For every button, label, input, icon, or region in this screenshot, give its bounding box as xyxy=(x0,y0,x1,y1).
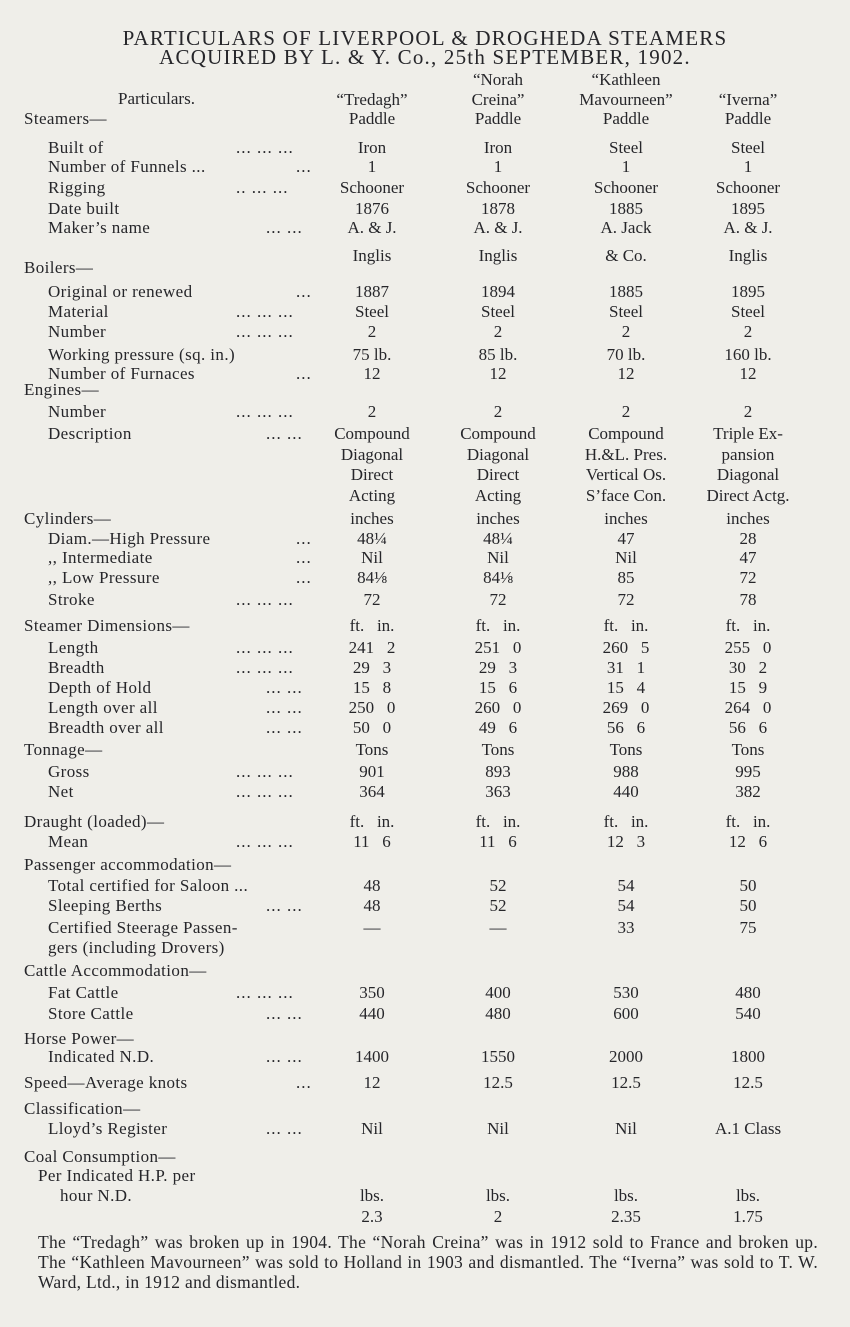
cell-coal-val-1: 2.3 xyxy=(361,1207,383,1226)
row-label-original: Original or renewed xyxy=(48,282,193,301)
row-leader-dots: ... xyxy=(296,364,312,383)
cell-length-all-3: 269 0 xyxy=(602,698,650,717)
row-leader-dots: ... ... xyxy=(266,896,303,915)
cell-built-of-1: Iron xyxy=(357,138,387,157)
cell-depth-3: 15 4 xyxy=(606,678,646,697)
row-label-length-all: Length over all xyxy=(48,698,158,717)
cell-speed-2: 12.5 xyxy=(483,1073,513,1092)
cell-breadth-all-1: 50 0 xyxy=(352,718,392,737)
cell-diam-high-1: 48¼ xyxy=(357,529,387,548)
cell-built-of-2: Iron xyxy=(483,138,513,157)
cell-lloyds-2: Nil xyxy=(487,1119,509,1138)
cell-length-all-1: 250 0 xyxy=(348,698,396,717)
cell-mean-2: 11 6 xyxy=(479,832,517,851)
cell-length-4: 255 0 xyxy=(724,638,772,657)
row-label-mean: Mean xyxy=(48,832,89,851)
row-leader-dots: ... ... ... xyxy=(236,983,294,1002)
cell-rigging-1: Schooner xyxy=(339,178,405,197)
cell-number-3: 2 xyxy=(621,322,631,341)
cell-description-2-3: H.&L. Pres. xyxy=(584,445,668,464)
cell-date-built-3: 1885 xyxy=(609,199,643,218)
particulars-heading: Particulars. xyxy=(118,89,195,108)
cell-maker-4: A. & J. xyxy=(723,218,773,237)
cell-date-built-1: 1876 xyxy=(355,199,389,218)
row-leader-dots: ... ... ... xyxy=(236,138,294,157)
cell-indicated-4: 1800 xyxy=(731,1047,765,1066)
cell-diam-int-4: 47 xyxy=(739,548,757,567)
cell-description-2-2: Diagonal xyxy=(466,445,530,464)
cell-length-1: 241 2 xyxy=(348,638,396,657)
cell-depth-1: 15 8 xyxy=(352,678,392,697)
cell-diam-int-2: Nil xyxy=(487,548,509,567)
cell-description-4: Triple Ex- xyxy=(713,424,783,443)
row-label-hour: hour N.D. xyxy=(60,1186,133,1205)
cell-description-3-4: Diagonal xyxy=(716,465,780,484)
row-label-coal: Coal Consumption— xyxy=(24,1147,176,1166)
cell-fat-cattle-3: 530 xyxy=(613,983,639,1002)
row-leader-dots: ... ... ... xyxy=(236,762,294,781)
cell-date-built-2: 1878 xyxy=(481,199,515,218)
row-label-indicated: Indicated N.D. xyxy=(48,1047,155,1066)
cell-berths-1: 48 xyxy=(363,896,381,915)
cell-pressure-4: 160 lb. xyxy=(724,345,772,364)
row-label-maker: Maker’s name xyxy=(48,218,151,237)
row-label-built-of: Built of xyxy=(48,138,104,157)
cell-hour-3: lbs. xyxy=(613,1186,639,1205)
row-label-breadth-all: Breadth over all xyxy=(48,718,164,737)
row-label-horse-power: Horse Power— xyxy=(24,1029,135,1048)
cell-gross-1: 901 xyxy=(359,762,385,781)
cell-coal-val-2: 2 xyxy=(493,1207,503,1226)
row-leader-dots: ... ... ... xyxy=(236,658,294,677)
cell-net-1: 364 xyxy=(359,782,385,801)
cell-rigging-2: Schooner xyxy=(465,178,531,197)
row-label-depth: Depth of Hold xyxy=(48,678,152,697)
row-label-breadth: Breadth xyxy=(48,658,105,677)
cell-diam-high-4: 28 xyxy=(739,529,757,548)
cell-stroke-4: 78 xyxy=(739,590,757,609)
row-leader-dots: ... ... xyxy=(266,698,303,717)
cell-stroke-1: 72 xyxy=(363,590,381,609)
row-label-gross: Gross xyxy=(48,762,90,781)
cell-pressure-2: 85 lb. xyxy=(478,345,518,364)
cell-stroke-2: 72 xyxy=(489,590,507,609)
cell-draught-4: ft. in. xyxy=(725,812,771,831)
cell-dimensions-2: ft. in. xyxy=(475,616,521,635)
row-leader-dots: ... ... xyxy=(266,1004,303,1023)
cell-lloyds-3: Nil xyxy=(615,1119,637,1138)
cell-saloon-1: 48 xyxy=(363,876,381,895)
cell-steerage-3: 33 xyxy=(617,918,635,937)
row-label-furnaces: Number of Furnaces xyxy=(48,364,195,383)
row-leader-dots: ... ... xyxy=(266,218,303,237)
cell-cylinders-3: inches xyxy=(604,509,648,528)
cell-hour-2: lbs. xyxy=(485,1186,511,1205)
cell-store-cattle-4: 540 xyxy=(735,1004,761,1023)
row-label-berths: Sleeping Berths xyxy=(48,896,163,915)
cell-store-cattle-2: 480 xyxy=(485,1004,511,1023)
footnote: The “Tredagh” was broken up in 1904. The “Norah Creina” was in 1912 sold to France and broken up. The “Kathleen Mavourneen” was sold to Holland in 1903 and dismantled. The “Iverna” was sold to T. W. Ward, Ltd., in 1912 and dismantled. xyxy=(38,1232,818,1292)
cell-steamers-1: Paddle xyxy=(348,109,396,128)
cell-diam-high-2: 48¼ xyxy=(483,529,513,548)
cell-breadth-4: 30 2 xyxy=(728,658,768,677)
cell-maker-3: A. Jack xyxy=(600,218,652,237)
cell-maker-2-4: Inglis xyxy=(728,246,768,265)
cell-material-2: Steel xyxy=(481,302,515,321)
row-label-funnels: Number of Funnels ... xyxy=(48,157,206,176)
cell-net-3: 440 xyxy=(613,782,639,801)
ship-name-1-line-2: “Tredagh” xyxy=(336,90,408,109)
cell-stroke-3: 72 xyxy=(617,590,635,609)
document-title-line-1: PARTICULARS OF LIVERPOOL & DROGHEDA STEAMERS xyxy=(122,26,728,50)
cell-berths-3: 54 xyxy=(617,896,635,915)
cell-coal-val-4: 1.75 xyxy=(733,1207,763,1226)
cell-lloyds-1: Nil xyxy=(361,1119,383,1138)
cell-berths-2: 52 xyxy=(489,896,507,915)
cell-cylinders-2: inches xyxy=(476,509,520,528)
cell-funnels-3: 1 xyxy=(621,157,631,176)
row-leader-dots: ... xyxy=(296,529,312,548)
cell-diam-low-2: 84⅛ xyxy=(483,568,513,587)
row-leader-dots: ... ... ... xyxy=(236,302,294,321)
cell-indicated-3: 2000 xyxy=(609,1047,643,1066)
cell-maker-1: A. & J. xyxy=(347,218,397,237)
cell-description-3-1: Direct xyxy=(350,465,394,484)
cell-breadth-all-2: 49 6 xyxy=(478,718,518,737)
row-leader-dots: ... xyxy=(296,1073,312,1092)
cell-description-4-2: Acting xyxy=(474,486,522,505)
cell-indicated-2: 1550 xyxy=(481,1047,515,1066)
cell-description-1: Compound xyxy=(334,424,410,443)
cell-saloon-2: 52 xyxy=(489,876,507,895)
row-label-diam-high: Diam.—High Pressure xyxy=(48,529,211,548)
cell-description-2-4: pansion xyxy=(721,445,775,464)
row-label-rigging: Rigging xyxy=(48,178,106,197)
row-leader-dots: ... ... ... xyxy=(236,402,294,421)
row-leader-dots: ... xyxy=(296,282,312,301)
row-leader-dots: ... ... xyxy=(266,424,303,443)
cell-material-3: Steel xyxy=(609,302,643,321)
cell-description-2-1: Diagonal xyxy=(340,445,404,464)
cell-saloon-3: 54 xyxy=(617,876,635,895)
cell-store-cattle-3: 600 xyxy=(613,1004,639,1023)
cell-fat-cattle-2: 400 xyxy=(485,983,511,1002)
cell-maker-2-1: Inglis xyxy=(352,246,392,265)
cell-speed-1: 12 xyxy=(363,1073,381,1092)
cell-steerage-1: — xyxy=(363,918,381,937)
cell-length-all-2: 260 0 xyxy=(474,698,522,717)
cell-diam-low-1: 84⅛ xyxy=(357,568,387,587)
cell-steamers-4: Paddle xyxy=(724,109,772,128)
cell-description-3: Compound xyxy=(588,424,664,443)
cell-dimensions-1: ft. in. xyxy=(349,616,395,635)
cell-breadth-all-3: 56 6 xyxy=(606,718,646,737)
ship-name-2-line-2: Creina” xyxy=(471,90,525,109)
row-label-dimensions: Steamer Dimensions— xyxy=(24,616,190,635)
row-label-speed: Speed—Average knots xyxy=(24,1073,188,1092)
row-label-pressure: Working pressure (sq. in.) xyxy=(48,345,236,364)
row-label-cattle: Cattle Accommodation— xyxy=(24,961,207,980)
row-label-classification: Classification— xyxy=(24,1099,141,1118)
cell-gross-4: 995 xyxy=(735,762,761,781)
cell-diam-int-3: Nil xyxy=(615,548,637,567)
cell-rigging-4: Schooner xyxy=(715,178,781,197)
row-label-diam-int: ,, Intermediate xyxy=(48,548,153,567)
cell-built-of-3: Steel xyxy=(609,138,643,157)
row-leader-dots: ... xyxy=(296,548,312,567)
row-label-eng-number: Number xyxy=(48,402,107,421)
cell-furnaces-2: 12 xyxy=(489,364,507,383)
ship-name-2-line-1: “Norah xyxy=(472,70,524,89)
cell-pressure-1: 75 lb. xyxy=(352,345,392,364)
cell-breadth-3: 31 1 xyxy=(606,658,646,677)
cell-breadth-1: 29 3 xyxy=(352,658,392,677)
cell-steerage-2: — xyxy=(489,918,507,937)
cell-eng-number-1: 2 xyxy=(367,402,377,421)
cell-mean-3: 12 3 xyxy=(606,832,646,851)
cell-diam-high-3: 47 xyxy=(617,529,635,548)
cell-number-1: 2 xyxy=(367,322,377,341)
row-label-stroke: Stroke xyxy=(48,590,95,609)
cell-funnels-1: 1 xyxy=(367,157,377,176)
cell-gross-2: 893 xyxy=(485,762,511,781)
cell-steerage-4: 75 xyxy=(739,918,757,937)
cell-draught-2: ft. in. xyxy=(475,812,521,831)
row-leader-dots: ... ... ... xyxy=(236,638,294,657)
cell-diam-low-3: 85 xyxy=(617,568,635,587)
row-label-saloon: Total certified for Saloon ... xyxy=(48,876,249,895)
cell-mean-1: 11 6 xyxy=(353,832,391,851)
cell-original-3: 1885 xyxy=(609,282,643,301)
cell-indicated-1: 1400 xyxy=(355,1047,389,1066)
cell-built-of-4: Steel xyxy=(731,138,765,157)
cell-eng-number-4: 2 xyxy=(743,402,753,421)
row-label-length: Length xyxy=(48,638,99,657)
row-label-cylinders: Cylinders— xyxy=(24,509,112,528)
cell-breadth-2: 29 3 xyxy=(478,658,518,677)
cell-original-4: 1895 xyxy=(731,282,765,301)
row-label-description: Description xyxy=(48,424,132,443)
cell-dimensions-4: ft. in. xyxy=(725,616,771,635)
cell-eng-number-2: 2 xyxy=(493,402,503,421)
row-leader-dots: ... ... xyxy=(266,1119,303,1138)
cell-net-2: 363 xyxy=(485,782,511,801)
cell-hour-4: lbs. xyxy=(735,1186,761,1205)
cell-store-cattle-1: 440 xyxy=(359,1004,385,1023)
cell-lloyds-4: A.1 Class xyxy=(714,1119,782,1138)
cell-gross-3: 988 xyxy=(613,762,639,781)
row-label-diam-low: ,, Low Pressure xyxy=(48,568,160,587)
cell-draught-3: ft. in. xyxy=(603,812,649,831)
cell-funnels-4: 1 xyxy=(743,157,753,176)
cell-cylinders-1: inches xyxy=(350,509,394,528)
cell-steamers-3: Paddle xyxy=(602,109,650,128)
cell-fat-cattle-1: 350 xyxy=(359,983,385,1002)
document-title-line-2: ACQUIRED BY L. & Y. Co., 25th SEPTEMBER, 1902. xyxy=(159,45,691,69)
cell-dimensions-3: ft. in. xyxy=(603,616,649,635)
cell-description-2: Compound xyxy=(460,424,536,443)
row-leader-dots: ... ... xyxy=(266,718,303,737)
row-leader-dots: ... ... ... xyxy=(236,322,294,341)
cell-tonnage-2: Tons xyxy=(481,740,515,759)
row-label-fat-cattle: Fat Cattle xyxy=(48,983,119,1002)
row-label-tonnage: Tonnage— xyxy=(24,740,103,759)
row-leader-dots: ... ... ... xyxy=(236,832,294,851)
cell-steamers-2: Paddle xyxy=(474,109,522,128)
cell-furnaces-1: 12 xyxy=(363,364,381,383)
row-label-per-hp: Per Indicated H.P. per xyxy=(38,1166,196,1185)
cell-furnaces-4: 12 xyxy=(739,364,757,383)
cell-fat-cattle-4: 480 xyxy=(735,983,761,1002)
row-leader-dots: ... xyxy=(296,157,312,176)
cell-net-4: 382 xyxy=(735,782,761,801)
cell-diam-low-4: 72 xyxy=(739,568,757,587)
cell-length-2: 251 0 xyxy=(474,638,522,657)
row-label-material: Material xyxy=(48,302,109,321)
row-label-net: Net xyxy=(48,782,74,801)
row-leader-dots: ... xyxy=(296,568,312,587)
ship-name-4-line-2: “Iverna” xyxy=(718,90,778,109)
cell-depth-2: 15 6 xyxy=(478,678,518,697)
row-leader-dots: .. ... ... xyxy=(236,178,289,197)
cell-original-2: 1894 xyxy=(481,282,515,301)
cell-number-2: 2 xyxy=(493,322,503,341)
cell-diam-int-1: Nil xyxy=(361,548,383,567)
row-label-number: Number xyxy=(48,322,107,341)
cell-saloon-4: 50 xyxy=(739,876,757,895)
cell-description-4-4: Direct Actg. xyxy=(706,486,790,505)
cell-coal-val-3: 2.35 xyxy=(611,1207,641,1226)
row-leader-dots: ... ... ... xyxy=(236,782,294,801)
cell-rigging-3: Schooner xyxy=(593,178,659,197)
row-label-steamers: Steamers— xyxy=(24,109,107,128)
cell-draught-1: ft. in. xyxy=(349,812,395,831)
cell-mean-4: 12 6 xyxy=(728,832,768,851)
cell-description-4-1: Acting xyxy=(348,486,396,505)
cell-furnaces-3: 12 xyxy=(617,364,635,383)
cell-depth-4: 15 9 xyxy=(728,678,768,697)
cell-maker-2-3: & Co. xyxy=(605,246,647,265)
row-label-boilers: Boilers— xyxy=(24,258,94,277)
cell-length-all-4: 264 0 xyxy=(724,698,772,717)
cell-hour-1: lbs. xyxy=(359,1186,385,1205)
cell-material-4: Steel xyxy=(731,302,765,321)
cell-eng-number-3: 2 xyxy=(621,402,631,421)
row-label-draught: Draught (loaded)— xyxy=(24,812,165,831)
cell-tonnage-1: Tons xyxy=(355,740,389,759)
cell-maker-2: A. & J. xyxy=(473,218,523,237)
cell-length-3: 260 5 xyxy=(602,638,650,657)
cell-breadth-all-4: 56 6 xyxy=(728,718,768,737)
cell-tonnage-3: Tons xyxy=(609,740,643,759)
cell-number-4: 2 xyxy=(743,322,753,341)
cell-original-1: 1887 xyxy=(355,282,389,301)
row-leader-dots: ... ... ... xyxy=(236,590,294,609)
cell-cylinders-4: inches xyxy=(726,509,770,528)
row-label-engines: Engines— xyxy=(24,380,99,399)
cell-description-4-3: S’face Con. xyxy=(585,486,667,505)
cell-material-1: Steel xyxy=(355,302,389,321)
row-label-lloyds: Lloyd’s Register xyxy=(48,1119,168,1138)
row-label-date-built: Date built xyxy=(48,199,120,218)
cell-tonnage-4: Tons xyxy=(731,740,765,759)
row-leader-dots: ... ... xyxy=(266,678,303,697)
cell-maker-2-2: Inglis xyxy=(478,246,518,265)
row-label-passenger: Passenger accommodation— xyxy=(24,855,232,874)
cell-funnels-2: 1 xyxy=(493,157,503,176)
ship-name-3-line-2: Mavourneen” xyxy=(579,90,673,109)
cell-pressure-3: 70 lb. xyxy=(606,345,646,364)
row-label-steerage-2: gers (including Drovers) xyxy=(48,938,225,957)
cell-speed-3: 12.5 xyxy=(611,1073,641,1092)
row-label-store-cattle: Store Cattle xyxy=(48,1004,134,1023)
cell-description-3-2: Direct xyxy=(476,465,520,484)
ship-name-3-line-1: “Kathleen xyxy=(591,70,661,89)
cell-speed-4: 12.5 xyxy=(733,1073,763,1092)
row-label-steerage: Certified Steerage Passen- xyxy=(48,918,238,937)
cell-description-3-3: Vertical Os. xyxy=(585,465,667,484)
row-leader-dots: ... ... xyxy=(266,1047,303,1066)
cell-date-built-4: 1895 xyxy=(731,199,765,218)
cell-berths-4: 50 xyxy=(739,896,757,915)
